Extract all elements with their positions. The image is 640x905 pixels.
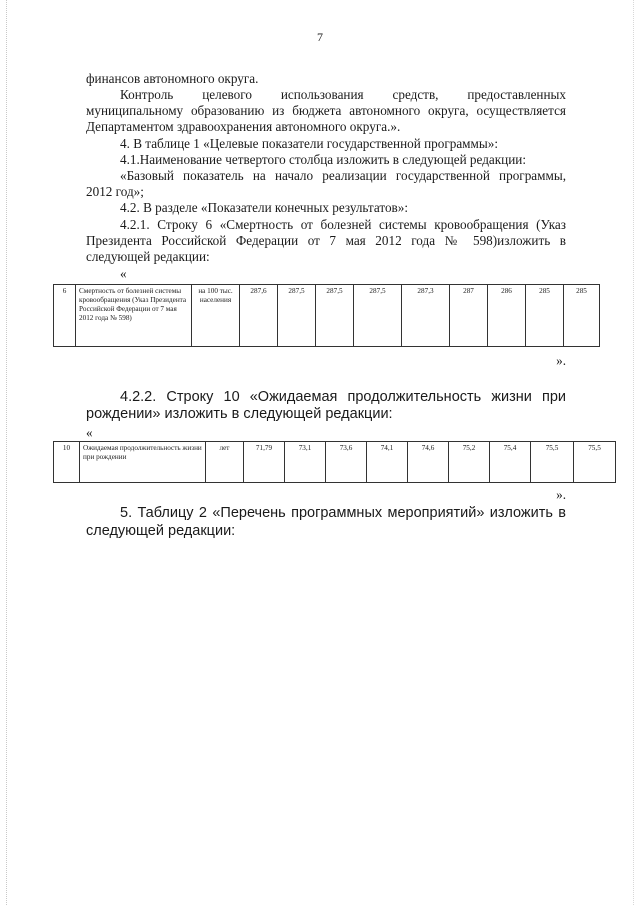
table-cell: 10 xyxy=(54,442,80,483)
text-line-3: муниципальному образованию из бюджета автономного округа, осуществляется xyxy=(86,103,566,118)
table-cell: 73,6 xyxy=(326,442,367,483)
text-line-4: Департаментом здравоохранения автономного округа.». xyxy=(86,119,401,134)
table-cell: Смертность от болезней системы кровообращения (Указ Президента Российской Федерации от 7 мая 2012 года № 598) xyxy=(76,285,192,347)
table-cell: 287,3 xyxy=(402,285,450,347)
page-number: 7 xyxy=(317,30,323,44)
table-cell: 71,79 xyxy=(244,442,285,483)
text-line-11: Президента Российской Федерации от 7 мая 2012 года № 598)изложить в xyxy=(86,233,566,248)
quote-open-2: « xyxy=(86,425,93,440)
table-cell: 287,5 xyxy=(278,285,316,347)
quote-close-1: ». xyxy=(556,353,566,368)
table-cell: 6 xyxy=(54,285,76,347)
quote-open-1: « xyxy=(120,266,127,281)
table-cell: 287,5 xyxy=(354,285,402,347)
text-line-9: 4.2. В разделе «Показатели конечных результатов»: xyxy=(120,200,409,215)
table-cell: на 100 тыс. населения xyxy=(192,285,240,347)
table-cell: лет xyxy=(206,442,244,483)
text-line-5: 4. В таблице 1 «Целевые показатели государственной программы»: xyxy=(120,136,498,151)
scan-edge-left xyxy=(6,0,8,905)
text-line-2: Контроль целевого использования средств, предоставленных xyxy=(120,87,566,102)
section-422-line-2: рождении» изложить в следующей редакции: xyxy=(86,406,393,422)
text-line-10: 4.2.1. Строку 6 «Смертность от болезней системы кровообращения (Указ xyxy=(120,217,566,232)
table-cell: 74,1 xyxy=(367,442,408,483)
table-cell: 74,6 xyxy=(408,442,449,483)
table-cell: 285 xyxy=(564,285,600,347)
table-cell: 75,5 xyxy=(574,442,616,483)
table-cell: 75,5 xyxy=(531,442,574,483)
text-line-1: финансов автономного округа. xyxy=(86,71,259,86)
table-cell: 287 xyxy=(450,285,488,347)
table-cell: 286 xyxy=(488,285,526,347)
text-line-8: 2012 год»; xyxy=(86,184,144,199)
section-5-line-2: следующей редакции: xyxy=(86,523,236,539)
table-row-10 xyxy=(53,441,616,483)
section-5-line-1: 5. Таблицу 2 «Перечень программных мероприятий» изложить в xyxy=(120,505,566,521)
table-cell: 285 xyxy=(526,285,564,347)
scan-edge-right xyxy=(633,0,635,905)
table-cell: 75,2 xyxy=(449,442,490,483)
table-cell: 75,4 xyxy=(490,442,531,483)
table-cell: Ожидаемая продолжительность жизни при рождении xyxy=(80,442,206,483)
section-422-line-1: 4.2.2. Строку 10 «Ожидаемая продолжительность жизни при xyxy=(120,389,566,405)
text-line-6: 4.1.Наименование четвертого столбца изложить в следующей редакции: xyxy=(120,152,527,167)
quote-close-2: ». xyxy=(556,487,566,502)
table-row-6 xyxy=(53,284,600,347)
text-line-7: «Базовый показатель на начало реализации государственной программы, xyxy=(120,168,566,183)
text-line-12: следующей редакции: xyxy=(86,249,210,264)
table-cell: 287,6 xyxy=(240,285,278,347)
table-cell: 287,5 xyxy=(316,285,354,347)
table-cell: 73,1 xyxy=(285,442,326,483)
